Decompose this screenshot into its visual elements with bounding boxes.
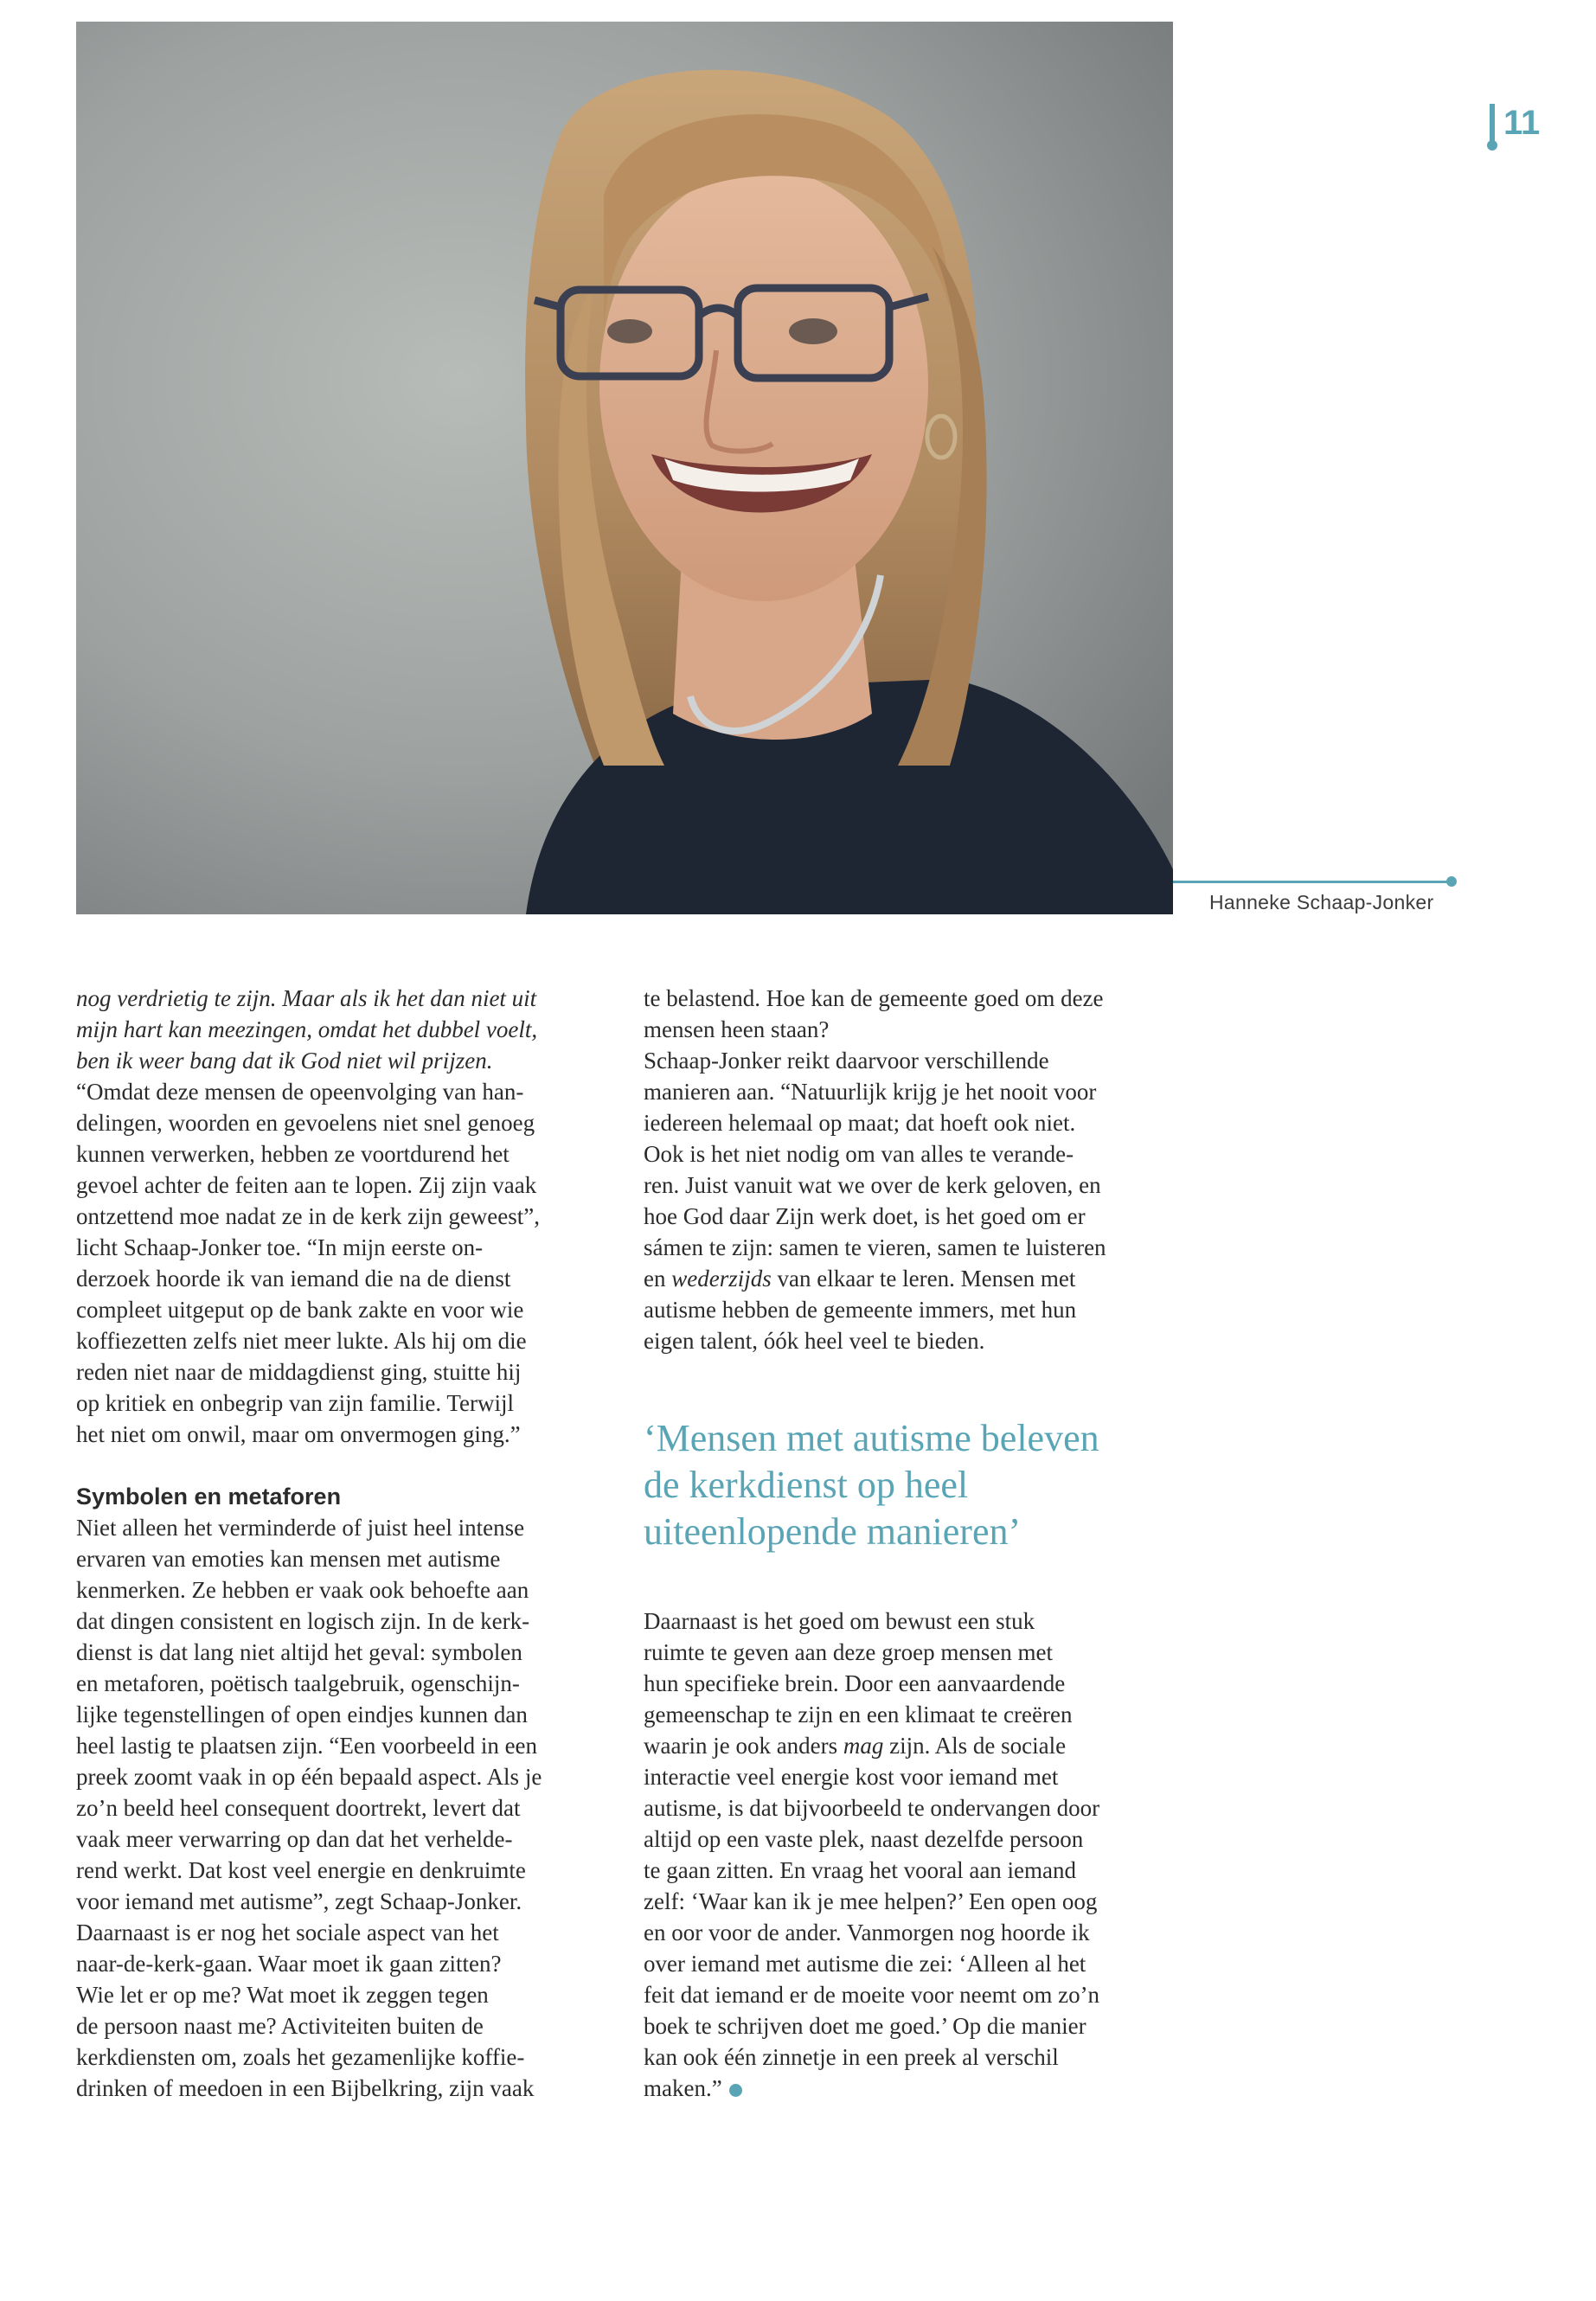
paragraph-text: Daarnaast is het goed om bewust een stuk ruimte te geven aan deze groep mensen met hun specifieke brein. Door een aanvaardende gemeenschap te zijn en een klimaat te creëren waarin je ook anders bbox=[644, 1608, 1073, 1759]
paragraph: “Omdat deze mensen de opeenvolging van han- delingen, woorden en gevoelens niet snel genoeg kunnen verwerken, hebben ze voortdurend het gevoel achter de feiten aan te lopen. Zij zijn vaak ontzettend moe nadat ze in de kerk zijn geweest”, licht Schaap-Jonker toe. “In mijn eerste on- derzoek hoorde ik van iemand die na de dienst compleet uitgeput op de bank zakte en voor wie koffiezetten zelfs niet meer lukte. Als hij om die reden niet naar de middagdienst ging, stuitte hij op kritiek en onbegrip van zijn familie. Terwijl het niet om onwil, maar om onvermogen ging.” bbox=[76, 1079, 541, 1447]
intro-quote: nog verdrietig te zijn. Maar als ik het dan niet uit mijn hart kan meezingen, omdat het dubbel voelt, ben ik weer bang dat ik God niet wil prijzen. bbox=[76, 985, 538, 1074]
caption-dot-icon bbox=[1446, 876, 1457, 887]
emphasis: wederzijds bbox=[671, 1266, 772, 1292]
paragraph-text: zijn. Als de sociale interactie veel energie kost voor iemand met autisme, is dat bijvoorbeeld te ondervangen door altijd op een vaste plek, naast dezelfde persoon te gaan zitten. En vraag het vooral aan iemand zelf: ‘Waar kan ik je mee helpen?’ Een open oog en oor voor de ander. Vanmorgen nog hoorde ik over iemand met autisme die zei: ‘Alleen al het feit dat iemand er de moeite voor neemt om zo’n boek te schrijven doet me goed.’ Op die manier kan ook één zinnetje in een preek al verschil maken.” bbox=[644, 1733, 1100, 2101]
portrait-illustration bbox=[76, 22, 1173, 914]
caption-rule bbox=[1173, 881, 1452, 883]
paragraph bbox=[644, 1045, 1180, 1356]
article-column-right-lower bbox=[644, 1606, 1180, 2104]
photo-caption: Hanneke Schaap-Jonker bbox=[1209, 891, 1434, 913]
article-column-right bbox=[644, 983, 1180, 1356]
section-heading: Symbolen en metaforen bbox=[76, 1484, 342, 1509]
paragraph: te belastend. Hoe kan de gemeente goed om deze mensen heen staan? bbox=[644, 985, 1104, 1042]
page-marker-icon bbox=[1490, 104, 1495, 144]
paragraph bbox=[644, 1606, 1180, 2104]
paragraph: Niet alleen het verminderde of juist heel intense ervaren van emoties kan mensen met autisme kenmerken. Ze hebben er vaak ook behoefte aan dat dingen consistent en logisch zijn. In de kerk- dienst is dat lang niet altijd het geval: symbolen en metaforen, poëtisch taalgebruik, ogenschijn- lijke tegenstellingen of open eindjes kunnen dan heel lastig te plaatsen zijn. “Een voorbeeld in een preek zoomt vaak in op één bepaald aspect. Als je zo’n beeld heel consequent doortrekt, levert dat vaak meer verwarring op dan dat het verhelde- rend werkt. Dat kost veel energie en denkruimte voor iemand met autisme”, zegt Schaap-Jonker. Daarnaast is er nog het sociale aspect van het naar-de-kerk-gaan. Waar moet ik gaan zitten? Wie let er op me? Wat moet ik zeggen tegen de persoon naast me? Activiteiten buiten de kerkdiensten om, zoals het gezamenlijke koffie- drinken of meedoen in een Bijbelkring, zijn vaak bbox=[76, 1515, 542, 2101]
pull-quote: ‘Mensen met autisme beleven de kerkdienst op heel uiteenlopende manieren’ bbox=[644, 1417, 1099, 1553]
paragraph-text: van elkaar te leren. Mensen met autisme hebben de gemeente immers, met hun eigen talent, óók heel veel te bieden. bbox=[644, 1266, 1077, 1354]
paragraph-text: Schaap-Jonker reikt daarvoor verschillende manieren aan. “Natuurlijk krijg je het nooit voor iedereen helemaal op maat; dat hoeft ook niet. Ook is het niet nodig om van alles te verande- ren. Juist vanuit wat we over de kerk geloven, en hoe God daar Zijn werk doet, is het goed om er sámen te zijn: samen te vieren, samen te luisteren en bbox=[644, 1048, 1106, 1292]
page-number-group bbox=[1490, 97, 1540, 149]
emphasis: mag bbox=[843, 1733, 884, 1759]
end-mark-icon bbox=[729, 2084, 742, 2097]
article-column-left bbox=[76, 983, 612, 2104]
page-number: 11 bbox=[1503, 104, 1541, 142]
portrait-photo bbox=[76, 22, 1173, 914]
